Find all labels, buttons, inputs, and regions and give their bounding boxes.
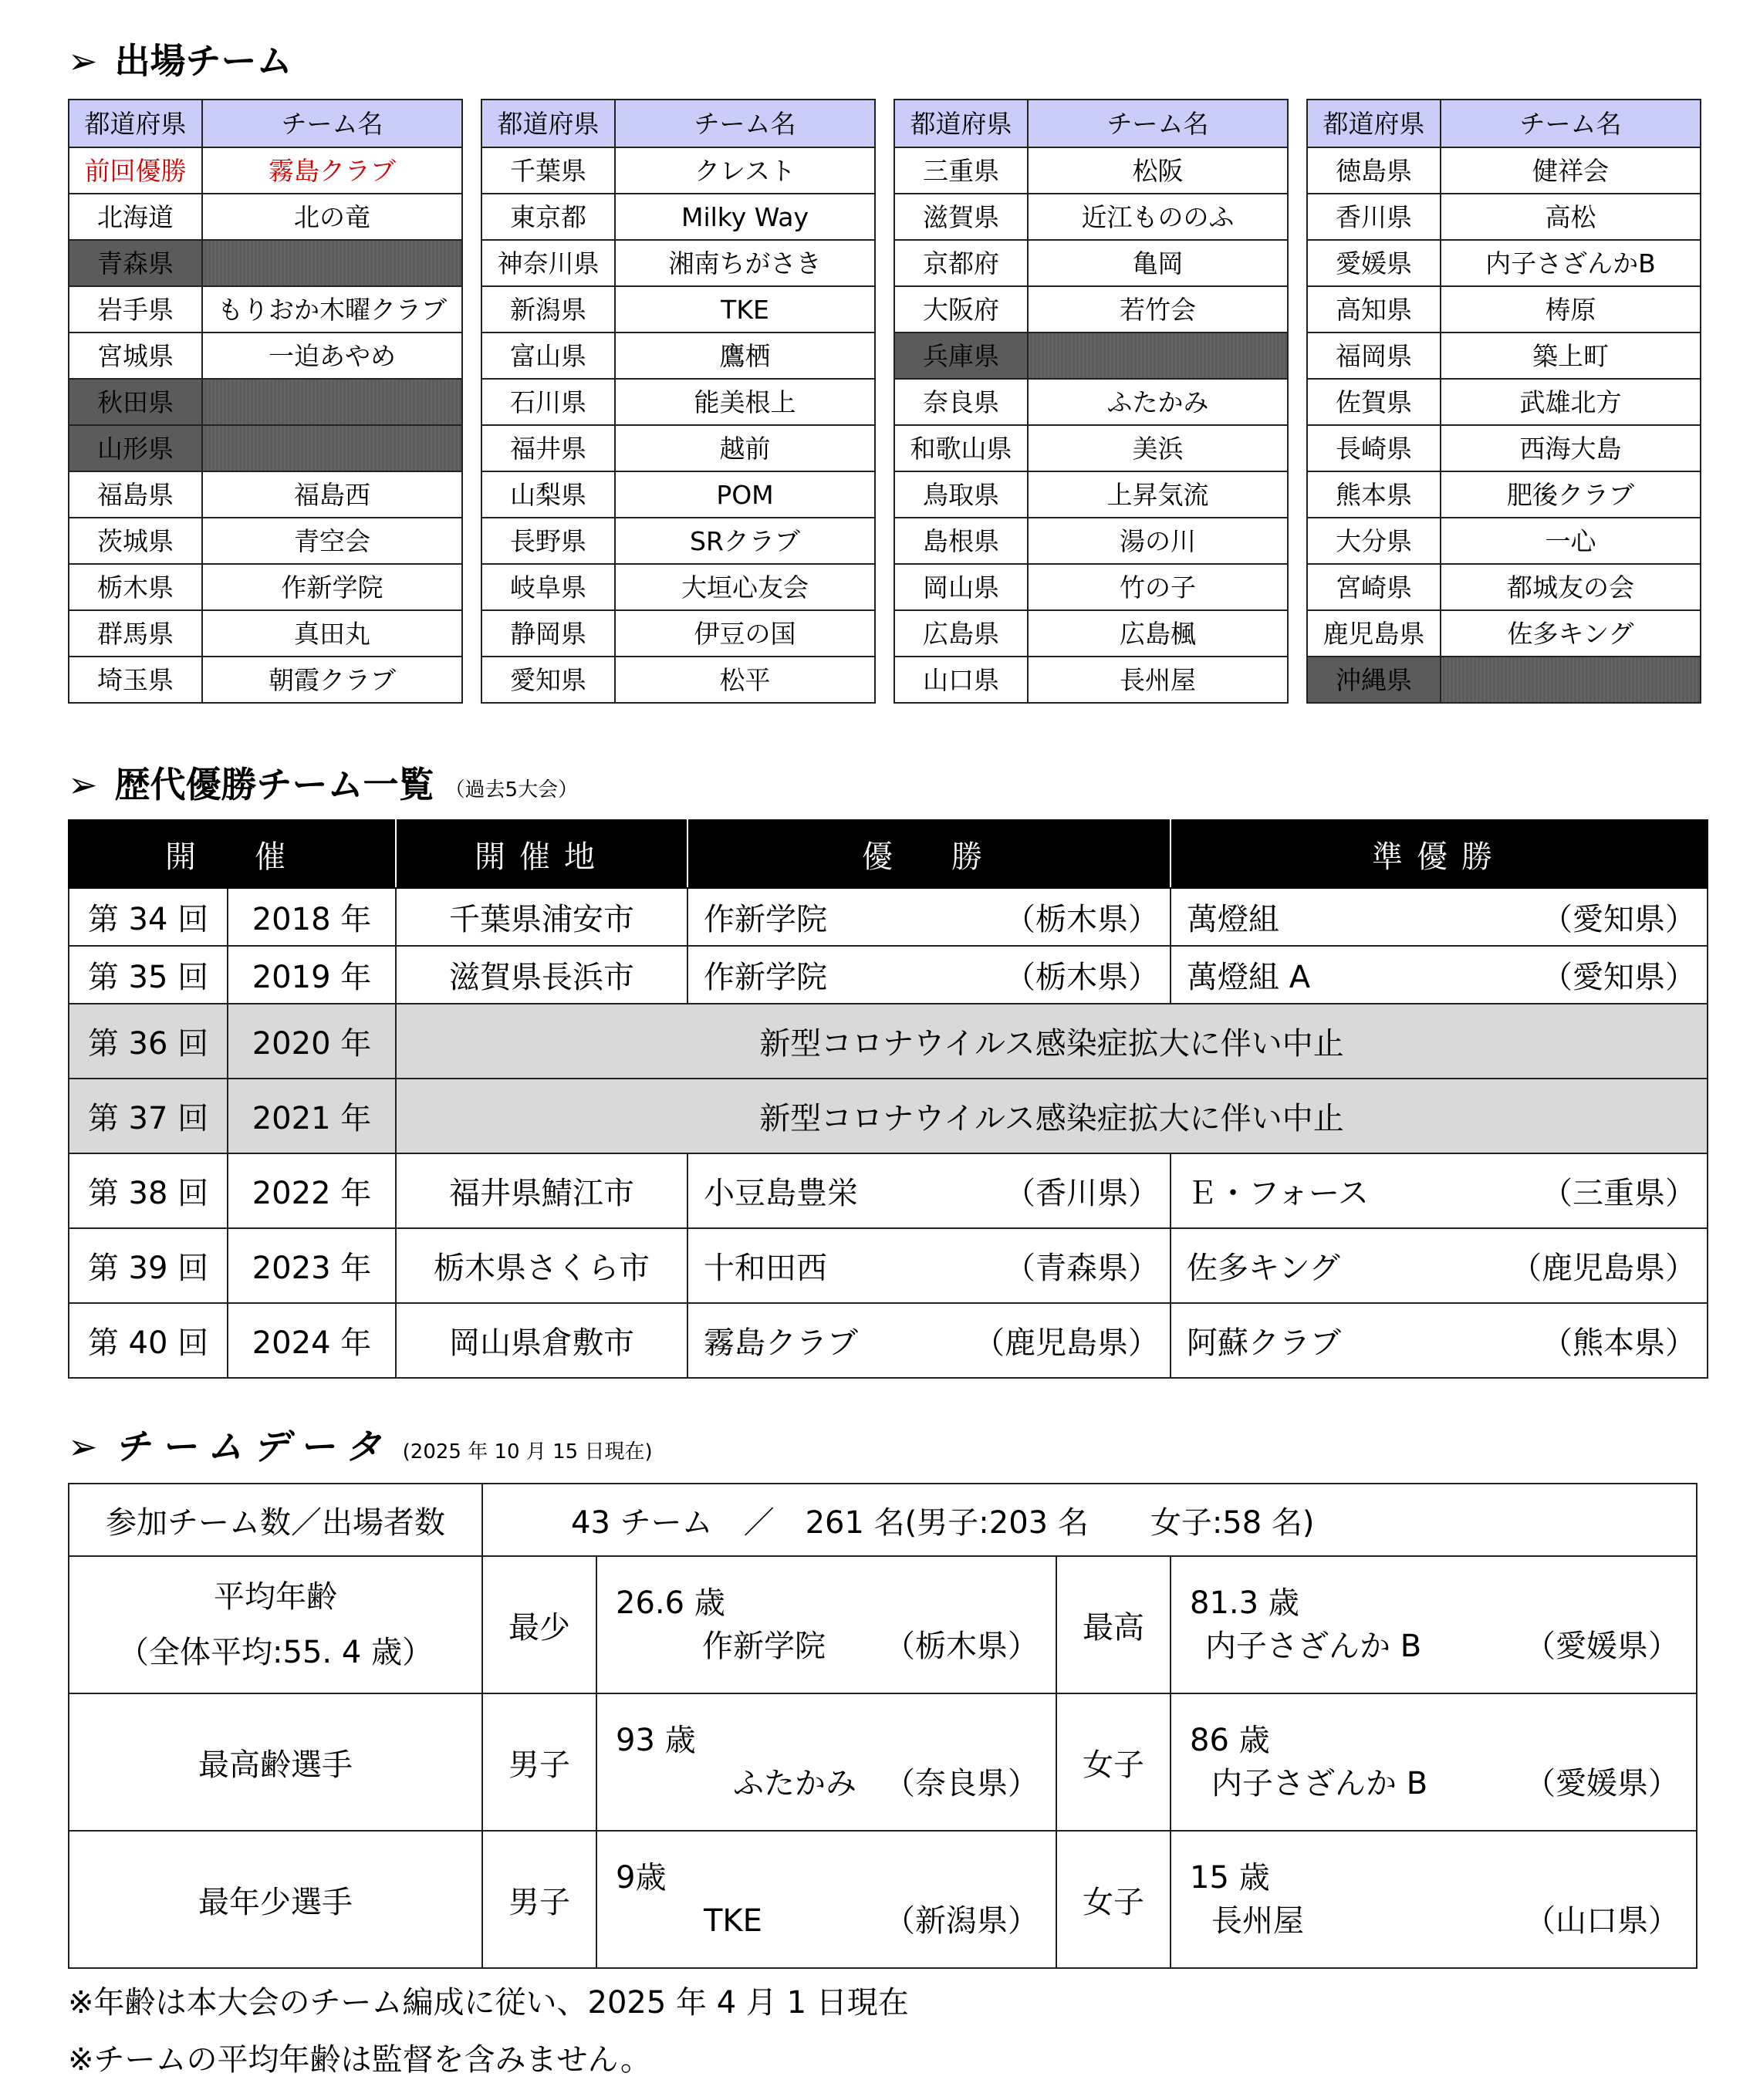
team-name-cell: 都城友の会 bbox=[1441, 564, 1701, 610]
winner-name: 作新学院 bbox=[704, 960, 827, 995]
round-cell: 第 37 回 bbox=[69, 1079, 228, 1153]
max-pref: （愛媛県） bbox=[1525, 1629, 1680, 1664]
year-cell: 2022 年 bbox=[228, 1153, 396, 1228]
team-name-cell: 鷹栖 bbox=[615, 333, 875, 379]
runner-up-cell bbox=[1171, 1153, 1708, 1228]
team-row bbox=[1307, 147, 1701, 194]
history-row bbox=[69, 1153, 1708, 1228]
year-cell: 2018 年 bbox=[228, 888, 396, 946]
history-header-runner: 準優勝 bbox=[1171, 820, 1708, 888]
prefecture-cell: 鳥取県 bbox=[894, 471, 1028, 518]
team-name-cell: ふたかみ bbox=[1028, 379, 1288, 425]
prefecture-cell: 福岡県 bbox=[1307, 333, 1441, 379]
runner-up-prefecture: （鹿児島県） bbox=[1511, 1251, 1696, 1286]
oldest-female-age: 86 歳 bbox=[1190, 1723, 1270, 1758]
team-row bbox=[481, 240, 875, 286]
min-label: 最少 bbox=[482, 1556, 596, 1693]
team-name-cell: POM bbox=[615, 471, 875, 518]
min-age: 26.6 歳 bbox=[616, 1585, 725, 1621]
prefecture-cell: 長崎県 bbox=[1307, 425, 1441, 471]
team-table-3 bbox=[894, 99, 1289, 704]
team-row bbox=[1307, 240, 1701, 286]
prefecture-cell: 青森県 bbox=[69, 240, 202, 286]
prefecture-cell: 群馬県 bbox=[69, 610, 202, 657]
prefecture-cell: 富山県 bbox=[481, 333, 615, 379]
winner-prefecture: （栃木県） bbox=[1005, 902, 1159, 937]
team-name-cell bbox=[1441, 657, 1701, 703]
history-row-cancelled bbox=[69, 1079, 1708, 1153]
team-row bbox=[69, 471, 462, 518]
data-note: (2025 年 10 月 15 日現在) bbox=[402, 1440, 653, 1464]
team-row bbox=[481, 147, 875, 194]
prefecture-cell: 熊本県 bbox=[1307, 471, 1441, 518]
prefecture-cell: 兵庫県 bbox=[894, 333, 1028, 379]
oldest-label: 最高齢選手 bbox=[69, 1693, 482, 1831]
prefecture-cell: 福島県 bbox=[69, 471, 202, 518]
team-row bbox=[481, 333, 875, 379]
venue-cell: 千葉県浦安市 bbox=[396, 888, 687, 946]
youngest-female-cell bbox=[1171, 1831, 1697, 1968]
header-team-name: チーム名 bbox=[615, 100, 875, 147]
team-row bbox=[1307, 564, 1701, 610]
oldest-male-age: 93 歳 bbox=[616, 1723, 696, 1758]
team-name-cell: 松阪 bbox=[1028, 147, 1288, 194]
team-name-cell: 松平 bbox=[615, 657, 875, 703]
youngest-label: 最年少選手 bbox=[69, 1831, 482, 1968]
data-title: チームデータ bbox=[114, 1426, 392, 1467]
team-row bbox=[481, 194, 875, 240]
arrow-bullet-icon: ➢ bbox=[68, 764, 98, 805]
venue-cell: 滋賀県長浜市 bbox=[396, 946, 687, 1004]
year-cell: 2023 年 bbox=[228, 1228, 396, 1303]
team-name-cell: 内子さざんかB bbox=[1441, 240, 1701, 286]
team-data-table bbox=[68, 1483, 1698, 1969]
prefecture-cell: 大阪府 bbox=[894, 286, 1028, 333]
history-title: 歴代優勝チーム一覧 bbox=[114, 764, 434, 805]
winner-cell bbox=[687, 888, 1171, 946]
round-cell: 第 39 回 bbox=[69, 1228, 228, 1303]
prefecture-cell: 宮城県 bbox=[69, 333, 202, 379]
prefecture-cell: 栃木県 bbox=[69, 564, 202, 610]
footnote-age: ※年齢は本大会のチーム編成に従い、2025 年 4 月 1 日現在 bbox=[68, 1985, 909, 2021]
team-row bbox=[69, 518, 462, 564]
team-row bbox=[481, 610, 875, 657]
team-row bbox=[894, 564, 1288, 610]
runner-up-cell bbox=[1171, 946, 1708, 1004]
runner-up-prefecture: （三重県） bbox=[1542, 1176, 1696, 1211]
team-name-cell: 上昇気流 bbox=[1028, 471, 1288, 518]
team-row bbox=[481, 471, 875, 518]
prefecture-cell: 岡山県 bbox=[894, 564, 1028, 610]
runner-up-cell bbox=[1171, 888, 1708, 946]
max-age: 81.3 歳 bbox=[1190, 1585, 1299, 1621]
team-row bbox=[894, 657, 1288, 703]
oldest-male-cell bbox=[596, 1693, 1056, 1831]
prefecture-cell: 高知県 bbox=[1307, 286, 1441, 333]
winner-cell bbox=[687, 1228, 1171, 1303]
round-cell: 第 40 回 bbox=[69, 1303, 228, 1378]
winner-name: 小豆島豊栄 bbox=[704, 1176, 858, 1211]
runner-up-cell bbox=[1171, 1303, 1708, 1378]
prefecture-cell: 和歌山県 bbox=[894, 425, 1028, 471]
venue-cell: 栃木県さくら市 bbox=[396, 1228, 687, 1303]
team-row bbox=[1307, 333, 1701, 379]
participants-value: 43 チーム ／ 261 名(男子:203 名 女子:58 名) bbox=[482, 1484, 1697, 1556]
team-row bbox=[894, 240, 1288, 286]
team-row bbox=[1307, 471, 1701, 518]
team-name-cell: 健祥会 bbox=[1441, 147, 1701, 194]
oldest-male-team: ふたかみ bbox=[733, 1766, 856, 1801]
history-row bbox=[69, 946, 1708, 1004]
oldest-female-pref: （愛媛県） bbox=[1525, 1766, 1680, 1801]
youngest-female-label: 女子 bbox=[1056, 1831, 1171, 1968]
team-row bbox=[69, 610, 462, 657]
runner-up-prefecture: （熊本県） bbox=[1542, 1325, 1696, 1361]
team-row bbox=[1307, 657, 1701, 703]
team-name-cell: 近江もののふ bbox=[1028, 194, 1288, 240]
youngest-male-pref: （新潟県） bbox=[884, 1903, 1039, 1939]
team-row bbox=[1307, 610, 1701, 657]
team-row bbox=[69, 240, 462, 286]
team-row bbox=[69, 564, 462, 610]
runner-up-name: 阿蘇クラブ bbox=[1187, 1325, 1341, 1361]
team-name-cell: 亀岡 bbox=[1028, 240, 1288, 286]
team-name-cell: 築上町 bbox=[1441, 333, 1701, 379]
winner-name: 十和田西 bbox=[704, 1251, 827, 1286]
youngest-female-age: 15 歳 bbox=[1190, 1860, 1270, 1896]
team-row bbox=[1307, 379, 1701, 425]
team-name-cell: 越前 bbox=[615, 425, 875, 471]
year-cell: 2020 年 bbox=[228, 1004, 396, 1079]
runner-up-name: Ｅ・フォース bbox=[1187, 1176, 1369, 1211]
team-name-cell: 青空会 bbox=[202, 518, 462, 564]
cancelled-note: 新型コロナウイルス感染症拡大に伴い中止 bbox=[396, 1079, 1708, 1153]
history-row bbox=[69, 1303, 1708, 1378]
team-name-cell: TKE bbox=[615, 286, 875, 333]
avg-age-label: 平均年齢 bbox=[214, 1579, 337, 1615]
runner-up-cell bbox=[1171, 1228, 1708, 1303]
header-prefecture: 都道府県 bbox=[69, 100, 202, 147]
team-row bbox=[1307, 286, 1701, 333]
prefecture-cell: 福井県 bbox=[481, 425, 615, 471]
prefecture-cell: 愛知県 bbox=[481, 657, 615, 703]
prefecture-cell: 前回優勝 bbox=[69, 147, 202, 194]
team-name-cell: 佐多キング bbox=[1441, 610, 1701, 657]
venue-cell: 福井県鯖江市 bbox=[396, 1153, 687, 1228]
oldest-female-cell bbox=[1171, 1693, 1697, 1831]
prefecture-cell: 静岡県 bbox=[481, 610, 615, 657]
team-row bbox=[1307, 425, 1701, 471]
header-prefecture: 都道府県 bbox=[1307, 100, 1441, 147]
footnote-average: ※チームの平均年齢は監督を含みません。 bbox=[68, 2042, 651, 2078]
team-table-1 bbox=[68, 99, 463, 704]
team-name-cell: 一心 bbox=[1441, 518, 1701, 564]
youngest-female-pref: （山口県） bbox=[1525, 1903, 1680, 1939]
youngest-male-label: 男子 bbox=[482, 1831, 596, 1968]
team-name-cell: 北の竜 bbox=[202, 194, 462, 240]
year-cell: 2021 年 bbox=[228, 1079, 396, 1153]
min-pref: （栃木県） bbox=[884, 1629, 1039, 1664]
team-name-cell: 真田丸 bbox=[202, 610, 462, 657]
team-table-2 bbox=[481, 99, 876, 704]
min-team: 作新学院 bbox=[702, 1629, 826, 1664]
header-prefecture: 都道府県 bbox=[894, 100, 1028, 147]
header-team-name: チーム名 bbox=[1441, 100, 1701, 147]
team-row bbox=[481, 518, 875, 564]
winner-cell bbox=[687, 1303, 1171, 1378]
prefecture-cell: 滋賀県 bbox=[894, 194, 1028, 240]
avg-age-label-cell bbox=[69, 1556, 482, 1693]
team-name-cell: もりおか木曜クラブ bbox=[202, 286, 462, 333]
cancelled-note: 新型コロナウイルス感染症拡大に伴い中止 bbox=[396, 1004, 1708, 1079]
team-row bbox=[481, 657, 875, 703]
history-header-venue: 開催地 bbox=[396, 820, 687, 888]
winner-cell bbox=[687, 1153, 1171, 1228]
history-row bbox=[69, 888, 1708, 946]
team-table-4 bbox=[1306, 99, 1701, 704]
runner-up-name: 萬燈組 A bbox=[1187, 960, 1311, 995]
history-table bbox=[68, 819, 1708, 1379]
min-cell bbox=[596, 1556, 1056, 1693]
youngest-female-team: 長州屋 bbox=[1211, 1903, 1304, 1939]
round-cell: 第 34 回 bbox=[69, 888, 228, 946]
prefecture-cell: 京都府 bbox=[894, 240, 1028, 286]
prefecture-cell: 石川県 bbox=[481, 379, 615, 425]
team-name-cell: SRクラブ bbox=[615, 518, 875, 564]
prefecture-cell: 広島県 bbox=[894, 610, 1028, 657]
winner-name: 作新学院 bbox=[704, 902, 827, 937]
prefecture-cell: 愛媛県 bbox=[1307, 240, 1441, 286]
prefecture-cell: 山形県 bbox=[69, 425, 202, 471]
round-cell: 第 35 回 bbox=[69, 946, 228, 1004]
history-header-held: 開 催 bbox=[69, 820, 396, 888]
arrow-bullet-icon: ➢ bbox=[68, 1426, 98, 1467]
prefecture-cell: 北海道 bbox=[69, 194, 202, 240]
prefecture-cell: 宮崎県 bbox=[1307, 564, 1441, 610]
oldest-male-label: 男子 bbox=[482, 1693, 596, 1831]
team-row bbox=[69, 379, 462, 425]
team-name-cell: 一迫あやめ bbox=[202, 333, 462, 379]
prefecture-cell: 千葉県 bbox=[481, 147, 615, 194]
winner-prefecture: （香川県） bbox=[1005, 1176, 1159, 1211]
team-name-cell: 広島楓 bbox=[1028, 610, 1288, 657]
team-row bbox=[69, 194, 462, 240]
max-label: 最高 bbox=[1056, 1556, 1171, 1693]
team-name-cell: 竹の子 bbox=[1028, 564, 1288, 610]
team-name-cell: クレスト bbox=[615, 147, 875, 194]
team-row bbox=[894, 286, 1288, 333]
data-heading bbox=[68, 1426, 653, 1467]
team-name-cell: 湯の川 bbox=[1028, 518, 1288, 564]
team-name-cell: 西海大島 bbox=[1441, 425, 1701, 471]
team-row bbox=[894, 425, 1288, 471]
team-name-cell: 肥後クラブ bbox=[1441, 471, 1701, 518]
prefecture-cell: 山梨県 bbox=[481, 471, 615, 518]
runner-up-name: 萬燈組 bbox=[1187, 902, 1279, 937]
oldest-female-team: 内子さざんか B bbox=[1211, 1766, 1428, 1801]
team-row bbox=[69, 333, 462, 379]
header-team-name: チーム名 bbox=[1028, 100, 1288, 147]
prefecture-cell: 埼玉県 bbox=[69, 657, 202, 703]
team-row bbox=[894, 518, 1288, 564]
team-name-cell: 霧島クラブ bbox=[202, 147, 462, 194]
team-name-cell: 高松 bbox=[1441, 194, 1701, 240]
team-name-cell: 若竹会 bbox=[1028, 286, 1288, 333]
team-name-cell: 能美根上 bbox=[615, 379, 875, 425]
team-name-cell: 長州屋 bbox=[1028, 657, 1288, 703]
team-name-cell: 大垣心友会 bbox=[615, 564, 875, 610]
team-name-cell bbox=[202, 425, 462, 471]
prefecture-cell: 香川県 bbox=[1307, 194, 1441, 240]
prefecture-cell: 新潟県 bbox=[481, 286, 615, 333]
team-name-cell: 福島西 bbox=[202, 471, 462, 518]
team-name-cell: 朝霞クラブ bbox=[202, 657, 462, 703]
oldest-male-pref: （奈良県） bbox=[884, 1766, 1039, 1801]
prefecture-cell: 長野県 bbox=[481, 518, 615, 564]
participants-label: 参加チーム数／出場者数 bbox=[69, 1484, 482, 1556]
prefecture-cell: 徳島県 bbox=[1307, 147, 1441, 194]
prefecture-cell: 東京都 bbox=[481, 194, 615, 240]
max-cell bbox=[1171, 1556, 1697, 1693]
round-cell: 第 36 回 bbox=[69, 1004, 228, 1079]
winner-prefecture: （青森県） bbox=[1005, 1251, 1159, 1286]
history-heading bbox=[68, 764, 579, 805]
team-row bbox=[894, 333, 1288, 379]
team-row bbox=[69, 286, 462, 333]
year-cell: 2019 年 bbox=[228, 946, 396, 1004]
history-note: （過去5大会） bbox=[444, 778, 579, 802]
arrow-bullet-icon: ➢ bbox=[68, 40, 98, 82]
team-row bbox=[894, 147, 1288, 194]
history-header-winner: 優 勝 bbox=[687, 820, 1171, 888]
prefecture-cell: 大分県 bbox=[1307, 518, 1441, 564]
prefecture-cell: 鹿児島県 bbox=[1307, 610, 1441, 657]
team-row bbox=[69, 657, 462, 703]
team-name-cell: 湘南ちがさき bbox=[615, 240, 875, 286]
youngest-male-team: TKE bbox=[704, 1903, 762, 1939]
team-row bbox=[69, 147, 462, 194]
year-cell: 2024 年 bbox=[228, 1303, 396, 1378]
team-row bbox=[481, 379, 875, 425]
avg-age-overall: （全体平均:55. 4 歳） bbox=[118, 1635, 433, 1670]
prefecture-cell: 奈良県 bbox=[894, 379, 1028, 425]
teams-heading bbox=[68, 40, 292, 82]
winner-prefecture: （鹿児島県） bbox=[974, 1325, 1159, 1361]
winner-name: 霧島クラブ bbox=[704, 1325, 858, 1361]
team-name-cell bbox=[202, 240, 462, 286]
prefecture-cell: 島根県 bbox=[894, 518, 1028, 564]
youngest-male-age: 9歳 bbox=[616, 1860, 667, 1896]
round-cell: 第 38 回 bbox=[69, 1153, 228, 1228]
prefecture-cell: 沖縄県 bbox=[1307, 657, 1441, 703]
prefecture-cell: 秋田県 bbox=[69, 379, 202, 425]
team-row bbox=[1307, 518, 1701, 564]
team-row bbox=[894, 194, 1288, 240]
team-name-cell bbox=[202, 379, 462, 425]
teams-title: 出場チーム bbox=[114, 40, 292, 82]
youngest-male-cell bbox=[596, 1831, 1056, 1968]
team-name-cell: 伊豆の国 bbox=[615, 610, 875, 657]
prefecture-cell: 茨城県 bbox=[69, 518, 202, 564]
prefecture-cell: 三重県 bbox=[894, 147, 1028, 194]
winner-prefecture: （栃木県） bbox=[1005, 960, 1159, 995]
team-row bbox=[69, 425, 462, 471]
prefecture-cell: 佐賀県 bbox=[1307, 379, 1441, 425]
team-row bbox=[894, 379, 1288, 425]
team-row bbox=[1307, 194, 1701, 240]
team-row bbox=[481, 425, 875, 471]
oldest-female-label: 女子 bbox=[1056, 1693, 1171, 1831]
team-name-cell bbox=[1028, 333, 1288, 379]
team-name-cell: 梼原 bbox=[1441, 286, 1701, 333]
team-row bbox=[481, 564, 875, 610]
max-team: 内子さざんか B bbox=[1205, 1629, 1422, 1664]
prefecture-cell: 神奈川県 bbox=[481, 240, 615, 286]
header-prefecture: 都道府県 bbox=[481, 100, 615, 147]
team-row bbox=[481, 286, 875, 333]
venue-cell: 岡山県倉敷市 bbox=[396, 1303, 687, 1378]
prefecture-cell: 岩手県 bbox=[69, 286, 202, 333]
header-team-name: チーム名 bbox=[202, 100, 462, 147]
prefecture-cell: 岐阜県 bbox=[481, 564, 615, 610]
prefecture-cell: 山口県 bbox=[894, 657, 1028, 703]
team-row bbox=[894, 610, 1288, 657]
runner-up-name: 佐多キング bbox=[1187, 1251, 1340, 1286]
team-row bbox=[894, 471, 1288, 518]
winner-cell bbox=[687, 946, 1171, 1004]
team-name-cell: 作新学院 bbox=[202, 564, 462, 610]
history-row bbox=[69, 1228, 1708, 1303]
team-name-cell: 武雄北方 bbox=[1441, 379, 1701, 425]
history-row-cancelled bbox=[69, 1004, 1708, 1079]
runner-up-prefecture: （愛知県） bbox=[1542, 902, 1696, 937]
team-name-cell: Milky Way bbox=[615, 194, 875, 240]
runner-up-prefecture: （愛知県） bbox=[1542, 960, 1696, 995]
team-name-cell: 美浜 bbox=[1028, 425, 1288, 471]
